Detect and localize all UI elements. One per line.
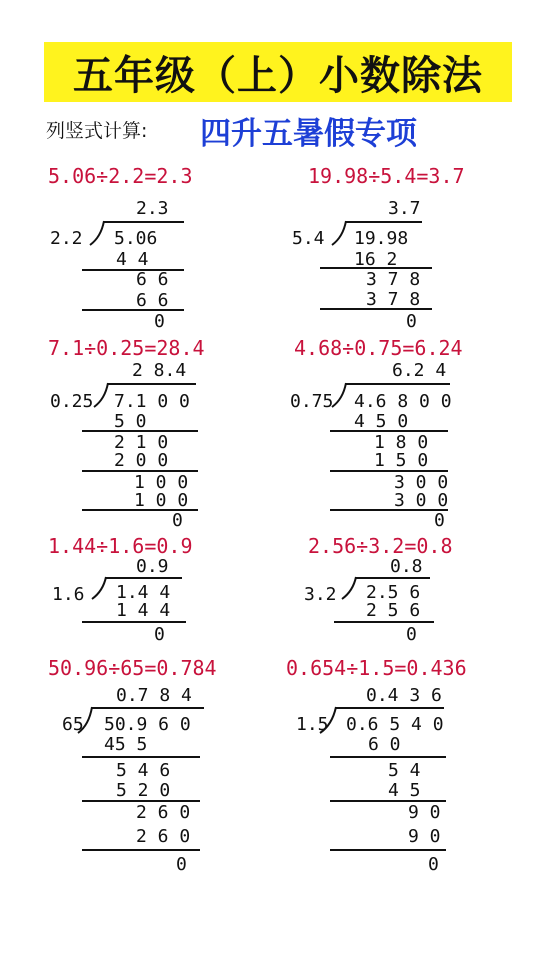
equation: 4.68÷0.75=6.24 (294, 336, 463, 360)
quotient: 2.3 (136, 198, 169, 219)
subtitle: 四升五暑假专项 (200, 116, 417, 152)
step-line: 3 7 8 (366, 289, 421, 310)
quotient: 0.7 8 4 (116, 685, 192, 706)
subtraction-line (330, 509, 448, 511)
step-line: 5 4 (388, 760, 421, 781)
divisor: 5.4 (292, 228, 325, 249)
divisor: 2.2 (50, 228, 83, 249)
step-line: 2 1 0 (114, 432, 169, 453)
equation: 1.44÷1.6=0.9 (48, 534, 193, 558)
equation: 5.06÷2.2=2.3 (48, 164, 193, 188)
dividend: 4.6 8 0 0 (354, 391, 452, 412)
quotient: 2 8.4 (132, 360, 187, 381)
subtraction-line (320, 308, 432, 310)
remainder: 0 (406, 624, 417, 645)
division-bar (106, 577, 182, 579)
step-line: 2 5 6 (366, 600, 421, 621)
quotient: 0.9 (136, 556, 169, 577)
dividend: 5.06 (114, 228, 158, 249)
title-banner (44, 42, 512, 102)
remainder: 0 (172, 510, 183, 531)
subtraction-line (330, 849, 446, 851)
step-line: 1 0 0 (134, 472, 189, 493)
dividend: 50.9 6 0 (104, 714, 191, 735)
step-line: 3 7 8 (366, 269, 421, 290)
step-line: 5 2 0 (116, 780, 171, 801)
instruction-label: 列竖式计算: (46, 120, 148, 142)
divisor: 1.5 (296, 714, 329, 735)
subtraction-line (82, 756, 200, 758)
remainder: 0 (154, 624, 165, 645)
division-bar (356, 577, 430, 579)
step-line: 5 0 (114, 411, 147, 432)
equation: 50.96÷65=0.784 (48, 656, 217, 680)
division-bar (108, 383, 196, 385)
subtraction-line (82, 849, 200, 851)
dividend: 1.4 4 (116, 582, 171, 603)
remainder: 0 (406, 311, 417, 332)
remainder: 0 (428, 854, 439, 875)
step-line: 3 0 0 (394, 490, 449, 511)
equation: 19.98÷5.4=3.7 (308, 164, 465, 188)
equation: 0.654÷1.5=0.436 (286, 656, 467, 680)
equation: 2.56÷3.2=0.8 (308, 534, 453, 558)
remainder: 0 (434, 510, 445, 531)
step-line: 2 6 0 (136, 802, 191, 823)
page-title: 五年级（上）小数除法 (73, 52, 483, 99)
step-line: 5 4 6 (116, 760, 171, 781)
step-line: 9 0 (408, 802, 441, 823)
step-line: 6 6 (136, 269, 169, 290)
step-line: 3 0 0 (394, 472, 449, 493)
division-bar (346, 383, 450, 385)
subtraction-line (334, 621, 434, 623)
division-bracket (92, 383, 112, 411)
divisor: 3.2 (304, 584, 337, 605)
subtraction-line (82, 269, 184, 271)
divisor: 0.25 (50, 391, 94, 412)
subtraction-line (82, 621, 186, 623)
division-bracket (330, 221, 350, 249)
step-line: 2 6 0 (136, 826, 191, 847)
remainder: 0 (154, 311, 165, 332)
step-line: 16 2 (354, 249, 398, 270)
step-line: 1 4 4 (116, 600, 171, 621)
division-bracket (90, 577, 110, 603)
step-line: 4 5 (388, 780, 421, 801)
step-line: 45 5 (104, 734, 148, 755)
division-bar (336, 707, 444, 709)
quotient: 0.4 3 6 (366, 685, 442, 706)
division-bracket (88, 221, 108, 249)
step-line: 6 0 (368, 734, 401, 755)
subtraction-line (330, 756, 446, 758)
division-bracket (340, 577, 360, 603)
dividend: 7.1 0 0 (114, 391, 190, 412)
division-bar (104, 221, 184, 223)
remainder: 0 (176, 854, 187, 875)
dividend: 0.6 5 4 0 (346, 714, 444, 735)
step-line: 1 0 0 (134, 490, 189, 511)
quotient: 6.2 4 (392, 360, 447, 381)
step-line: 4 5 0 (354, 411, 409, 432)
subtraction-line (82, 309, 184, 311)
division-bar (92, 707, 204, 709)
divisor: 0.75 (290, 391, 334, 412)
dividend: 2.5 6 (366, 582, 421, 603)
quotient: 0.8 (390, 556, 423, 577)
equation: 7.1÷0.25=28.4 (48, 336, 205, 360)
divisor: 65 (62, 714, 84, 735)
step-line: 4 4 (116, 249, 149, 270)
dividend: 19.98 (354, 228, 409, 249)
step-line: 1 5 0 (374, 450, 429, 471)
quotient: 3.7 (388, 198, 421, 219)
step-line: 9 0 (408, 826, 441, 847)
step-line: 2 0 0 (114, 450, 169, 471)
division-bar (346, 221, 422, 223)
step-line: 1 8 0 (374, 432, 429, 453)
step-line: 6 6 (136, 290, 169, 311)
divisor: 1.6 (52, 584, 85, 605)
